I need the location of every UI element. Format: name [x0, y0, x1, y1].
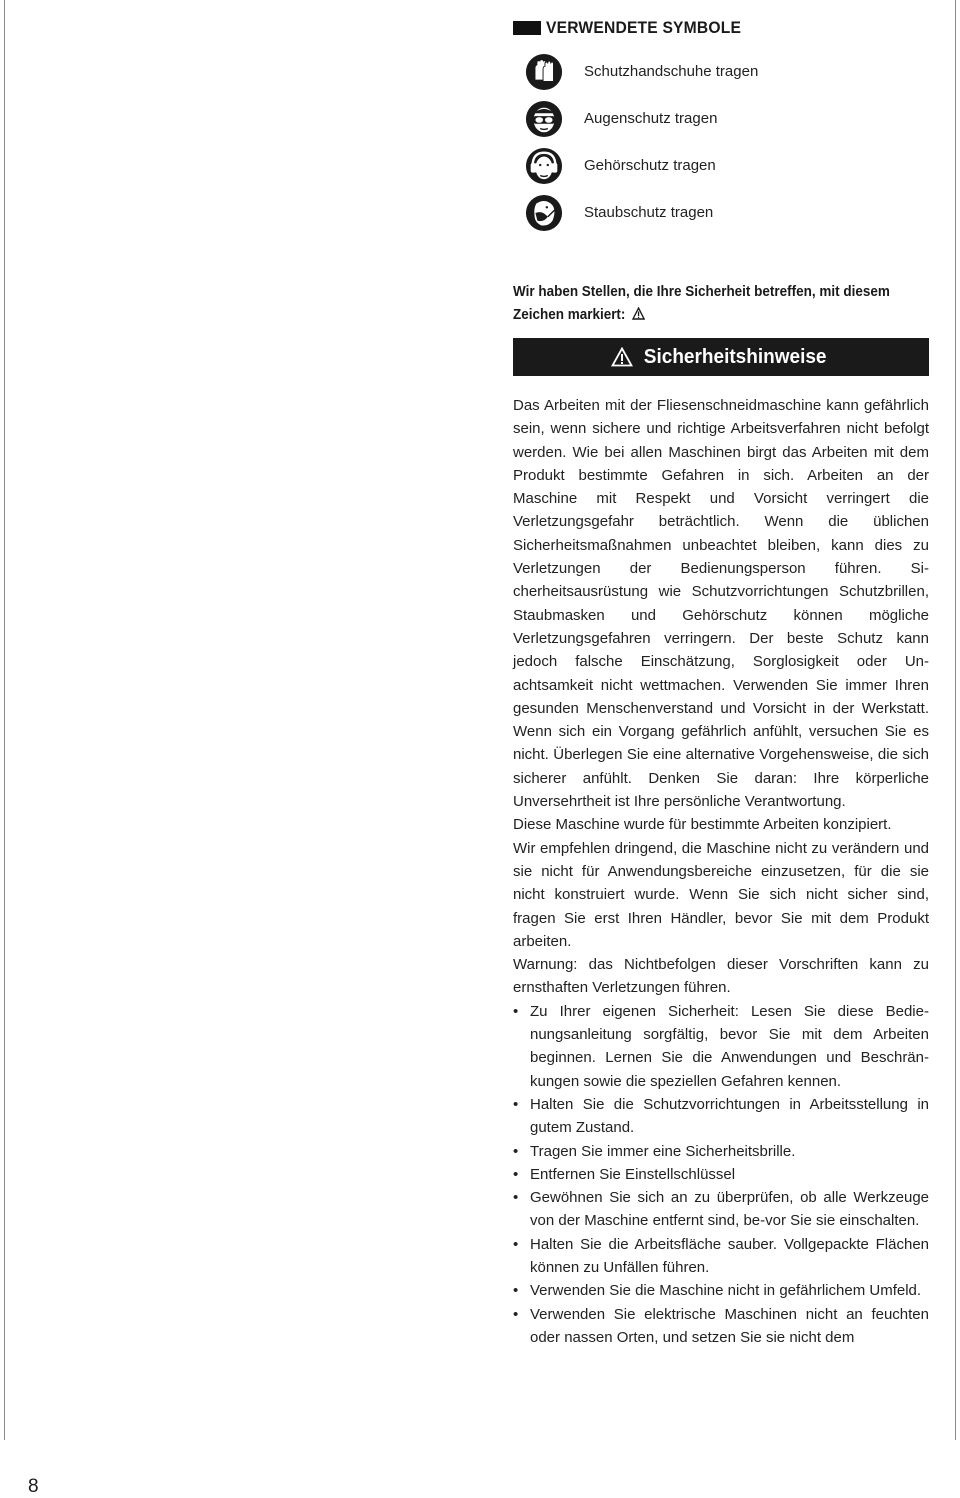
safety-marker-note [513, 281, 929, 327]
goggles-icon [525, 100, 563, 138]
list-item: • Halten Sie die Arbeitsfläche sauber. Vollgepackte Flächen können zu Unfällen führen. [513, 1233, 929, 1280]
heading-bar-icon [513, 21, 541, 35]
symbol-item-gloves [513, 48, 929, 95]
symbols-heading-title: VERWENDETE SYMBOLE [546, 18, 742, 37]
list-item: • Gewöhnen Sie sich an zu überprüfen, ob alle Werkzeuge von der Maschine entfernt sind, be-vor Sie sie einschalten. [513, 1186, 929, 1233]
symbol-item-goggles [513, 95, 929, 142]
symbol-label: Staubschutz tragen [584, 204, 714, 221]
symbols-heading [513, 14, 929, 42]
list-item: • Entfernen Sie Einstellschlüssel [513, 1163, 929, 1186]
safety-bullet-list [513, 1000, 929, 1349]
dust-mask-icon [525, 194, 563, 232]
page-number: 8 [28, 1476, 39, 1497]
safety-paragraph: Diese Maschine wurde für bestimmte Arbeiten konzipiert. [513, 816, 892, 834]
safety-section-title: Sicherheitshinweise [643, 345, 827, 368]
list-item: • Tragen Sie immer eine Sicherheitsbrille. [513, 1140, 929, 1163]
list-item: • Halten Sie die Schutzvorrichtungen in Arbeitsstellung in gutem Zustand. [513, 1093, 929, 1140]
symbol-item-dust-mask [513, 189, 929, 236]
list-item: • Verwenden Sie elektrische Maschinen nicht an feuchten oder nassen Orten, und setzen Sie sie nicht dem [513, 1303, 929, 1350]
symbol-list [513, 48, 929, 236]
symbol-label: Gehörschutz tragen [584, 157, 716, 174]
safety-paragraph: Warnung: das Nichtbefolgen dieser Vorschriften kann zu ernsthaften Verletzungen führen. [513, 956, 929, 997]
symbol-label: Schutzhandschuhe tragen [584, 63, 759, 80]
gloves-icon [525, 53, 563, 91]
ear-protection-icon [525, 147, 563, 185]
symbol-item-ear-protection [513, 142, 929, 189]
marker-note-text: Wir haben Stellen, die Ihre Sicherheit betreffen, mit diesem Zeichen markiert: [513, 284, 890, 323]
page-content [513, 14, 929, 1349]
safety-paragraph: Das Arbeiten mit der Fliesenschneidmaschine kann gefährlich sein, wenn sichere und richtige Arbeitsverfahren nicht befolgt werden. Wie bei allen Maschinen birgt das Arbeiten mit dem Produkt bestimmte Gefahren in sich. Arbeiten an der Maschine mit Respekt und Vorsicht verringert die Verletzungsgefahr beträchtlich. Wenn die üblichen Sicherheitsmaßnahmen unbeachtet bleiben, kann dies zu Verletzungen der Bedienungsperson führen. Sicherheitsausrüstung wie Schutzvorrichtungen Schutzbrillen, Staubmasken und Gehörschutz können mögliche Verletzungsgefahren verringern. Der beste Schutz kann jedoch falsche Einschätzung, Sorglosigkeit oder Unachtsamkeit nicht wettmachen. Verwenden Sie immer Ihren gesunden Menschenverstand und Vorsicht in der Werkstatt. Wenn sich ein Vorgang gefährlich anfühlt, versuchen Sie es nicht. Überlegen Sie eine alternative Vorgehensweise, die sich sicherer anfühlt. Denken Sie daran: Ihre körperliche Unversehrtheit ist Ihre persönliche Verantwortung. [513, 397, 929, 811]
list-item: • Verwenden Sie die Maschine nicht in gefährlichem Umfeld. [513, 1279, 929, 1302]
right-margin-rule [955, 0, 956, 1440]
safety-section-header [513, 338, 929, 376]
left-margin-rule [4, 0, 5, 1440]
symbol-label: Augenschutz tragen [584, 110, 718, 127]
safety-paragraph: Wir empfehlen dringend, die Maschine nicht zu verändern und sie nicht für Anwendungsbereiche einzusetzen, für die sie nicht konstruiert wurde. Wenn Sie sich nicht sicher sind, fragen Sie erst Ihren Händler, bevor Sie mit dem Produkt arbeiten. [513, 839, 929, 950]
warning-triangle-icon [611, 347, 633, 367]
warning-triangle-icon [632, 307, 645, 320]
list-item: • Zu Ihrer eigenen Sicherheit: Lesen Sie diese Bedienungsanleitung sorgfältig, bevor Sie mit dem Arbeiten beginnen. Lernen Sie die Anwendungen und Beschränkungen sowie die speziellen Gefahren kennen. [513, 1000, 929, 1093]
safety-body [513, 394, 929, 1349]
